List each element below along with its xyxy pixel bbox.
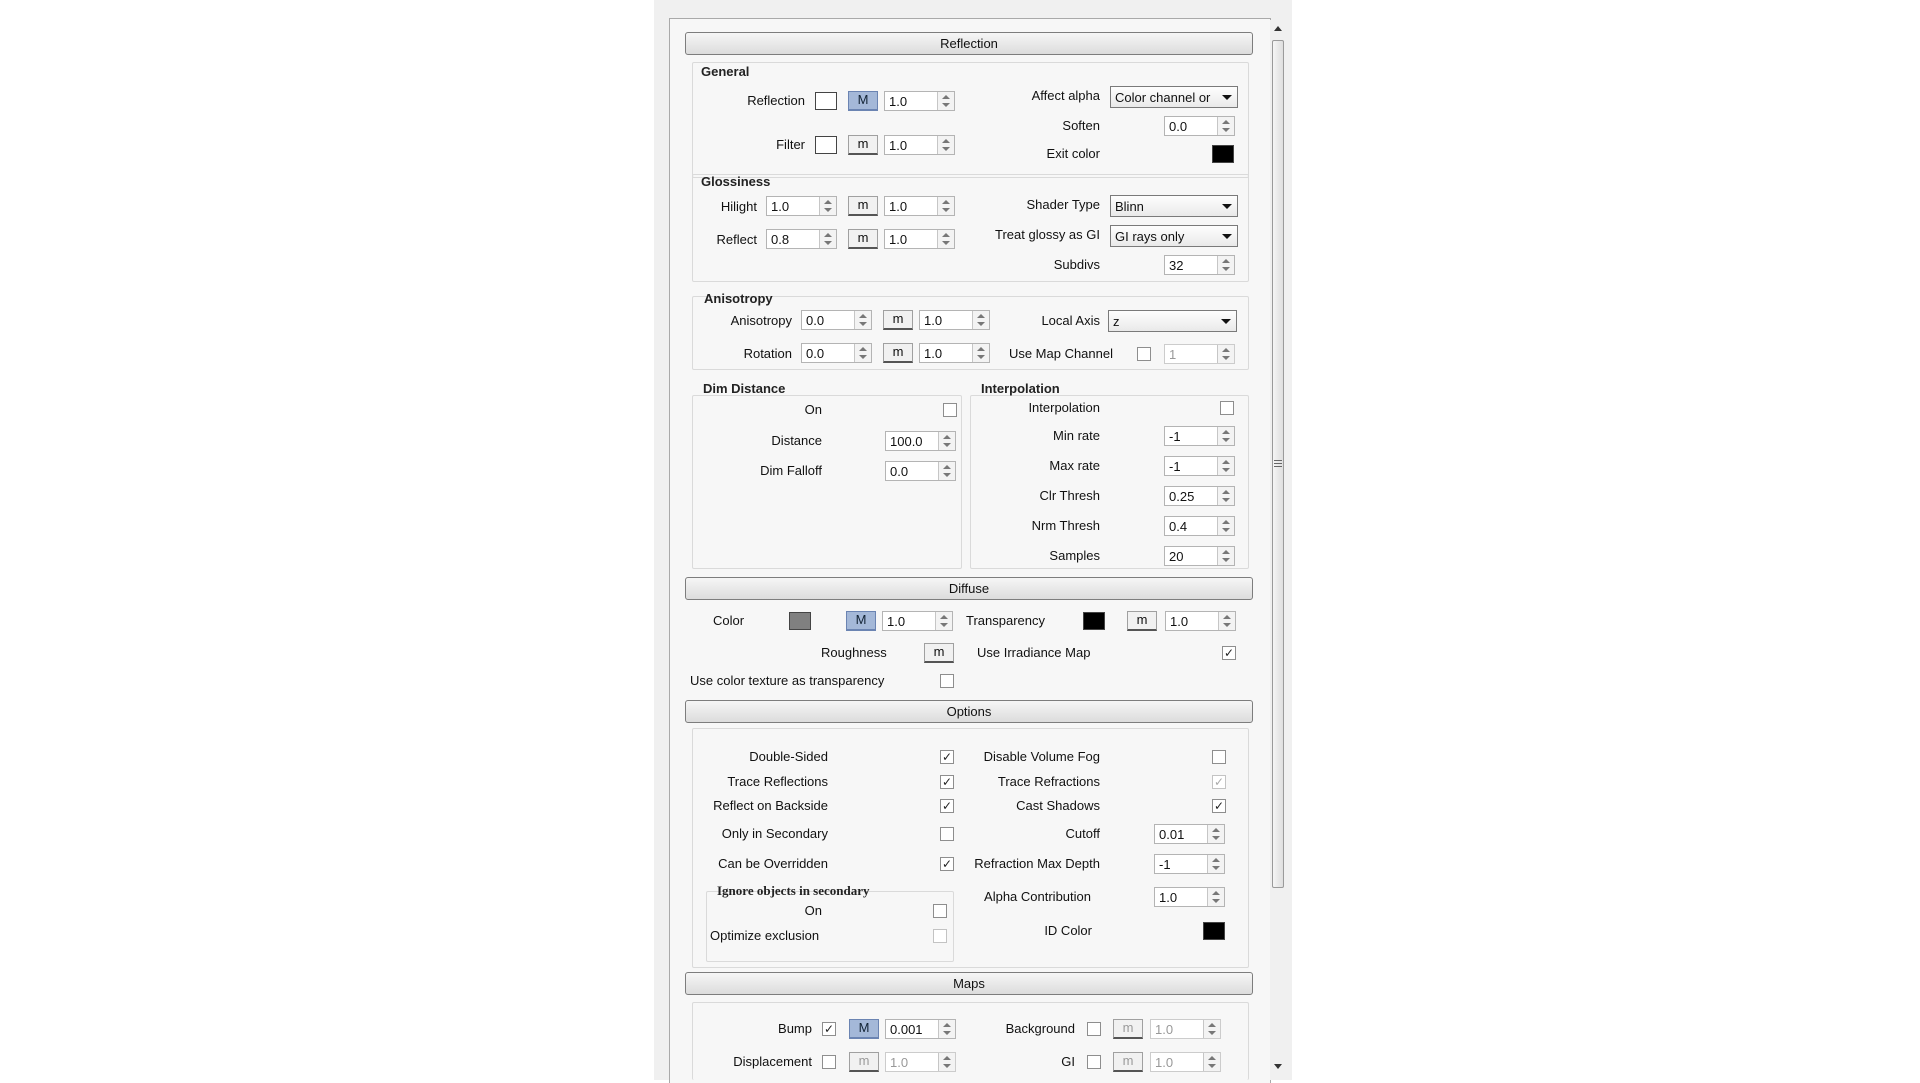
shader-type-value: Blinn <box>1115 199 1144 214</box>
max-rate-value: -1 <box>1169 459 1181 474</box>
filter-map-button[interactable]: m <box>848 135 878 155</box>
trace-refractions-label: Trace Refractions <box>997 774 1100 789</box>
affect-alpha-label: Affect alpha <box>1031 88 1100 103</box>
reflect-amount-spinner[interactable] <box>884 229 955 249</box>
local-axis-label: Local Axis <box>1041 313 1100 328</box>
dropdown-arrow-icon <box>1222 234 1232 239</box>
use-map-channel-label: Use Map Channel <box>1008 346 1113 361</box>
section-diffuse-header[interactable]: Diffuse <box>685 577 1253 600</box>
cutoff-value: 0.01 <box>1159 827 1185 842</box>
interpolation-label: Interpolation <box>1028 400 1100 415</box>
spinner-arrows-icon[interactable] <box>1217 457 1234 475</box>
dropdown-arrow-icon <box>1222 95 1232 100</box>
dim-falloff-spinner[interactable] <box>885 461 956 481</box>
hilight-label: Hilight <box>720 199 757 214</box>
exit-color-label: Exit color <box>1046 146 1100 161</box>
alpha-contribution-value: 1.0 <box>1159 890 1178 905</box>
alpha-contribution-spinner[interactable] <box>1154 887 1225 907</box>
local-axis-dropdown[interactable] <box>1108 310 1237 332</box>
samples-value: 20 <box>1169 549 1184 564</box>
gi-label: GI <box>1061 1054 1075 1069</box>
bump-label: Bump <box>778 1021 812 1036</box>
treat-glossy-label: Treat glossy as GI <box>995 227 1100 242</box>
transparency-amount-value: 1.0 <box>1170 614 1189 629</box>
spinner-arrows-icon[interactable] <box>819 197 836 215</box>
section-reflection-header[interactable]: Reflection <box>685 32 1253 55</box>
spinner-arrows-icon[interactable] <box>1217 547 1234 565</box>
spinner-arrows-icon[interactable] <box>1207 888 1224 906</box>
filter-amount-value: 1.0 <box>889 138 908 153</box>
spinner-arrows-icon[interactable] <box>937 136 954 154</box>
diffuse-amount-value: 1.0 <box>887 614 906 629</box>
local-axis-value: z <box>1113 314 1120 329</box>
filter-color-swatch[interactable] <box>815 136 837 154</box>
spinner-arrows-icon[interactable] <box>935 612 952 630</box>
background-label: Background <box>1005 1021 1075 1036</box>
spinner-arrows-icon[interactable] <box>938 1020 955 1038</box>
diffuse-color-label: Color <box>713 613 745 628</box>
soften-label: Soften <box>1062 118 1100 133</box>
hilight-spinner[interactable] <box>766 196 837 216</box>
disable-volume-fog-label: Disable Volume Fog <box>983 749 1100 764</box>
scroll-up-arrow-icon[interactable] <box>1274 26 1282 31</box>
spinner-arrows-icon[interactable] <box>819 230 836 248</box>
gi-checkbox[interactable] <box>1087 1055 1101 1069</box>
spinner-arrows-icon[interactable] <box>937 197 954 215</box>
samples-spinner[interactable] <box>1164 546 1235 566</box>
scrollbar-thumb[interactable] <box>1272 40 1284 888</box>
reflect-label: Reflect <box>716 232 757 247</box>
diffuse-color-swatch[interactable] <box>789 612 811 630</box>
spinner-arrows-icon[interactable] <box>1217 427 1234 445</box>
diffuse-map-button[interactable]: M <box>846 611 876 631</box>
reflection-map-button[interactable]: M <box>848 91 878 111</box>
hilight-value: 1.0 <box>771 199 790 214</box>
nrm-thresh-label: Nrm Thresh <box>1031 518 1100 533</box>
id-color-swatch[interactable] <box>1203 922 1225 940</box>
cast-shadows-label: Cast Shadows <box>1016 798 1100 813</box>
use-irradiance-map-label: Use Irradiance Map <box>977 645 1091 660</box>
spinner-arrows-icon[interactable] <box>1217 117 1234 135</box>
distance-spinner[interactable] <box>885 431 956 451</box>
spinner-arrows-icon[interactable] <box>937 230 954 248</box>
rotation-map-button[interactable]: m <box>883 343 913 363</box>
group-glossiness-title: Glossiness <box>701 174 771 189</box>
samples-label: Samples <box>1049 548 1100 563</box>
group-ignore-objects <box>706 891 954 962</box>
reflect-amount-value: 1.0 <box>889 232 908 247</box>
only-in-secondary-label: Only in Secondary <box>721 826 828 841</box>
affect-alpha-dropdown[interactable] <box>1110 86 1238 108</box>
reflection-amount-value: 1.0 <box>889 94 908 109</box>
displacement-map-button[interactable]: m <box>849 1052 879 1072</box>
subdivs-value: 32 <box>1169 258 1184 273</box>
anisotropy-amount-value: 1.0 <box>924 313 943 328</box>
bump-amount-value: 0.001 <box>890 1022 923 1037</box>
gi-amount-spinner[interactable] <box>1150 1052 1221 1072</box>
anisotropy-spinner[interactable] <box>801 310 872 330</box>
distance-label: Distance <box>771 433 822 448</box>
background-amount-value: 1.0 <box>1155 1022 1174 1037</box>
map-channel-spinner[interactable] <box>1164 344 1235 364</box>
min-rate-label: Min rate <box>1053 428 1100 443</box>
spinner-arrows-icon[interactable] <box>938 1053 955 1071</box>
refraction-max-depth-spinner[interactable] <box>1154 854 1225 874</box>
rotation-spinner[interactable] <box>801 343 872 363</box>
shader-type-label: Shader Type <box>1026 197 1100 212</box>
spinner-arrows-icon[interactable] <box>938 432 955 450</box>
filter-label: Filter <box>776 137 805 152</box>
hilight-amount-spinner[interactable] <box>884 196 955 216</box>
spinner-arrows-icon[interactable] <box>937 92 954 110</box>
diffuse-amount-spinner[interactable] <box>882 611 953 631</box>
gi-amount-value: 1.0 <box>1155 1055 1174 1070</box>
reflect-glossiness-spinner[interactable] <box>766 229 837 249</box>
dim-falloff-label: Dim Falloff <box>760 463 822 478</box>
cast-shadows-checkbox[interactable]: ✓ <box>1213 799 1225 813</box>
roughness-map-button[interactable]: m <box>924 643 954 663</box>
treat-glossy-dropdown[interactable] <box>1110 225 1238 247</box>
section-options-header[interactable]: Options <box>685 700 1253 723</box>
spinner-arrows-icon[interactable] <box>854 311 871 329</box>
only-in-secondary-checkbox[interactable] <box>940 827 954 841</box>
refraction-max-depth-label: Refraction Max Depth <box>974 856 1100 871</box>
group-general-title: General <box>701 64 750 79</box>
trace-refractions-checkbox[interactable]: ✓ <box>1213 775 1225 789</box>
rotation-label: Rotation <box>743 346 792 361</box>
reflection-label: Reflection <box>747 93 805 108</box>
spinner-arrows-icon[interactable] <box>1217 345 1234 363</box>
spinner-arrows-icon[interactable] <box>1217 517 1234 535</box>
spinner-arrows-icon[interactable] <box>1207 825 1224 843</box>
dropdown-arrow-icon <box>1221 319 1231 324</box>
trace-reflections-label: Trace Reflections <box>727 774 828 789</box>
hilight-map-button[interactable]: m <box>848 196 878 216</box>
background-map-button[interactable]: m <box>1113 1019 1143 1039</box>
hilight-amount-value: 1.0 <box>889 199 908 214</box>
group-interpolation-title: Interpolation <box>981 381 1060 396</box>
dim-falloff-value: 0.0 <box>890 464 909 479</box>
spinner-arrows-icon[interactable] <box>1217 487 1234 505</box>
map-channel-value: 1 <box>1169 347 1177 362</box>
anisotropy-value: 0.0 <box>806 313 825 328</box>
displacement-amount-value: 1.0 <box>890 1055 909 1070</box>
group-anisotropy-title: Anisotropy <box>704 291 773 306</box>
use-color-texture-label: Use color texture as transparency <box>690 673 885 688</box>
alpha-contribution-label: Alpha Contribution <box>984 889 1091 904</box>
use-irradiance-map-checkbox[interactable]: ✓ <box>1223 646 1235 660</box>
max-rate-label: Max rate <box>1049 458 1100 473</box>
clr-thresh-label: Clr Thresh <box>1039 488 1100 503</box>
spinner-arrows-icon[interactable] <box>938 462 955 480</box>
reflect-on-backside-label: Reflect on Backside <box>713 798 828 813</box>
spinner-arrows-icon[interactable] <box>854 344 871 362</box>
group-ignore-objects-title: Ignore objects in secondary <box>717 883 870 898</box>
reflection-amount-spinner[interactable] <box>884 91 955 111</box>
can-be-overridden-checkbox[interactable]: ✓ <box>941 857 953 871</box>
max-rate-spinner[interactable] <box>1164 456 1235 476</box>
displacement-amount-spinner[interactable] <box>885 1052 956 1072</box>
displacement-label: Displacement <box>733 1054 812 1069</box>
transparency-label: Transparency <box>966 613 1045 628</box>
shader-type-dropdown[interactable] <box>1110 195 1238 217</box>
scroll-down-arrow-icon[interactable] <box>1274 1064 1282 1069</box>
spinner-arrows-icon[interactable] <box>1207 855 1224 873</box>
distance-value: 100.0 <box>890 434 923 449</box>
reflect-map-button[interactable]: m <box>848 229 878 249</box>
rotation-value: 0.0 <box>806 346 825 361</box>
subdivs-spinner[interactable] <box>1164 255 1235 275</box>
min-rate-value: -1 <box>1169 429 1181 444</box>
trace-reflections-checkbox[interactable]: ✓ <box>941 775 953 789</box>
id-color-label: ID Color <box>1044 923 1092 938</box>
dim-on-checkbox[interactable] <box>943 403 957 417</box>
double-sided-checkbox[interactable]: ✓ <box>941 750 953 764</box>
transparency-color-swatch[interactable] <box>1083 612 1105 630</box>
transparency-amount-spinner[interactable] <box>1165 611 1236 631</box>
exit-color-swatch[interactable] <box>1212 145 1234 163</box>
min-rate-spinner[interactable] <box>1164 426 1235 446</box>
soften-value: 0.0 <box>1169 119 1188 134</box>
scroll-grip-icon <box>1274 460 1282 461</box>
transparency-map-button[interactable]: m <box>1127 611 1157 631</box>
spinner-arrows-icon[interactable] <box>1217 256 1234 274</box>
spinner-arrows-icon[interactable] <box>1218 612 1235 630</box>
reflection-color-swatch[interactable] <box>815 92 837 110</box>
gi-map-button[interactable]: m <box>1113 1052 1143 1072</box>
bump-map-button[interactable]: M <box>849 1019 879 1039</box>
cutoff-label: Cutoff <box>1065 826 1100 841</box>
bump-checkbox[interactable]: ✓ <box>823 1022 835 1036</box>
refraction-max-depth-value: -1 <box>1159 857 1171 872</box>
soften-spinner[interactable] <box>1164 116 1235 136</box>
cutoff-spinner[interactable] <box>1154 824 1225 844</box>
nrm-thresh-value: 0.4 <box>1169 519 1188 534</box>
interpolation-checkbox[interactable] <box>1220 401 1234 415</box>
ignore-on-label: On <box>804 903 822 918</box>
anisotropy-map-button[interactable]: m <box>883 310 913 330</box>
bump-amount-spinner[interactable] <box>885 1019 956 1039</box>
roughness-label: Roughness <box>821 645 887 660</box>
background-amount-spinner[interactable] <box>1150 1019 1221 1039</box>
can-be-overridden-label: Can be Overridden <box>718 856 828 871</box>
section-maps-header[interactable]: Maps <box>685 972 1253 995</box>
reflect-on-backside-checkbox[interactable]: ✓ <box>941 799 953 813</box>
filter-amount-spinner[interactable] <box>884 135 955 155</box>
rotation-amount-value: 1.0 <box>924 346 943 361</box>
treat-glossy-value: GI rays only <box>1115 229 1185 244</box>
background-checkbox[interactable] <box>1087 1022 1101 1036</box>
reflect-value: 0.8 <box>771 232 790 247</box>
clr-thresh-value: 0.25 <box>1169 489 1195 504</box>
displacement-checkbox[interactable] <box>822 1055 836 1069</box>
use-map-channel-checkbox[interactable] <box>1137 347 1151 361</box>
dim-on-label: On <box>804 402 822 417</box>
anisotropy-label: Anisotropy <box>730 313 792 328</box>
affect-alpha-value: Color channel or <box>1115 90 1211 105</box>
disable-volume-fog-checkbox[interactable] <box>1212 750 1226 764</box>
spinner-arrows-icon[interactable] <box>1203 1053 1220 1071</box>
group-dim-distance <box>692 395 962 569</box>
subdivs-label: Subdivs <box>1053 257 1100 272</box>
clr-thresh-spinner[interactable] <box>1164 486 1235 506</box>
group-interpolation <box>970 395 1249 569</box>
optimize-exclusion-label: Optimize exclusion <box>710 928 820 943</box>
ignore-on-checkbox[interactable] <box>933 904 947 918</box>
double-sided-label: Double-Sided <box>749 749 828 764</box>
optimize-exclusion-checkbox[interactable] <box>933 929 947 943</box>
group-dim-distance-title: Dim Distance <box>703 381 786 396</box>
use-color-texture-checkbox[interactable] <box>940 674 954 688</box>
dropdown-arrow-icon <box>1222 204 1232 209</box>
nrm-thresh-spinner[interactable] <box>1164 516 1235 536</box>
spinner-arrows-icon[interactable] <box>1203 1020 1220 1038</box>
